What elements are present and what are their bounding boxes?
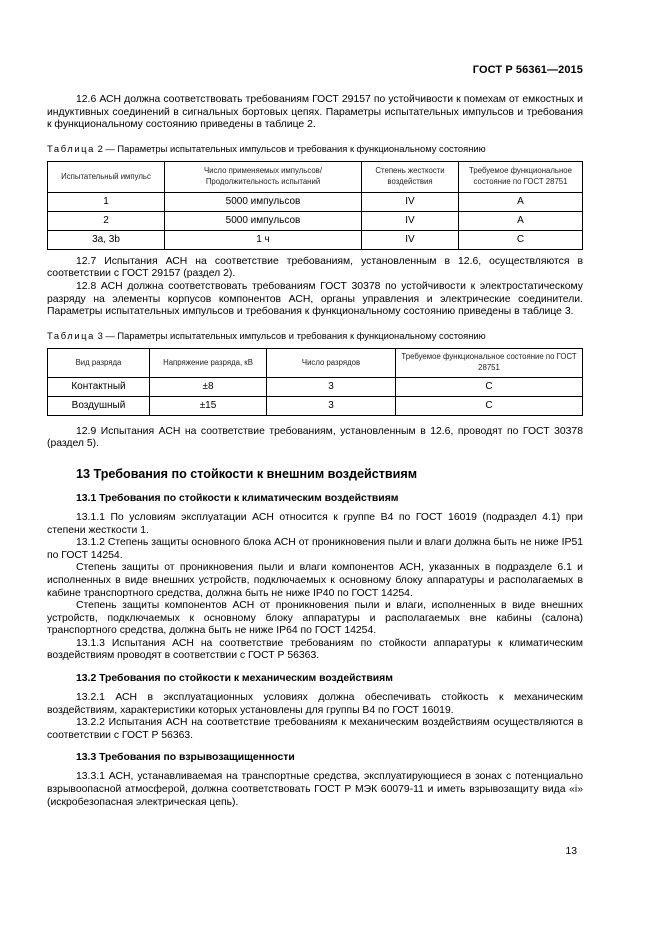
document-id-header: ГОСТ Р 56361—2015 <box>472 64 583 76</box>
table-row <box>48 211 583 230</box>
table-header-cell: Напряжение разряда, кВ <box>150 348 267 377</box>
table-cell: C <box>396 377 583 396</box>
table-cell: IV <box>362 192 459 211</box>
table-cell: IV <box>362 230 459 249</box>
table-cell: 1 ч <box>165 230 362 249</box>
table-2-label: Таблица <box>47 142 95 154</box>
table-cell: ±8 <box>150 377 267 396</box>
table-cell: C <box>459 230 583 249</box>
paragraph-13-1-2-b: Степень защиты от проникновения пыли и влаги компонентов АСН, указанных в подразделе 6.1 и исполненных в виде внешних устройств, подключаемых к основному блоку аппаратуры и располагаемых в кабине транспортного средства, должна быть не ниже IP40 по ГОСТ 14254. <box>47 562 583 599</box>
table-cell: A <box>459 211 583 230</box>
table-cell: 1 <box>48 192 165 211</box>
section-13-1-heading: 13.1 Требования по стойкости к климатическим воздействиям <box>76 492 399 504</box>
table-header-cell: Степень жесткости воздействия <box>362 161 459 192</box>
table-row <box>48 230 583 249</box>
table-header-cell: Требуемое функциональное состояние по ГОСТ 28751 <box>459 161 583 192</box>
table-2-title: 2 — Параметры испытательных импульсов и требования к функциональному состоянию <box>97 142 486 154</box>
paragraph-13-1-3: 13.1.3 Испытания АСН на соответствие требованиям по стойкости аппаратуры к климатическим воздействиям проводят в соответствии с ГОСТ Р 56363. <box>47 637 583 662</box>
table-cell: 3a, 3b <box>48 230 165 249</box>
page-number: 13 <box>565 846 577 857</box>
paragraph-13-3-1: 13.3.1 АСН, устанавливаемая на транспортные средства, эксплуатирующиеся в зонах с потенциально взрывоопасной атмосферой, должна соответствовать ГОСТ Р МЭК 60079-11 и иметь взрывозащиту вида «i» (искробезопасная электрическая цепь). <box>47 771 583 808</box>
table-header-cell: Вид разряда <box>48 348 150 377</box>
table-header-cell: Испытательный импульс <box>48 161 165 192</box>
table-cell: 3 <box>267 377 396 396</box>
section-13-heading: 13 Требования по стойкости к внешним воздействиям <box>76 466 418 481</box>
paragraph-13-1-2: 13.1.2 Степень защиты основного блока АСН от проникновения пыли и влаги должна быть не ниже IP51 по ГОСТ 14254. <box>47 537 583 561</box>
section-13-2-heading: 13.2 Требования по стойкости к механическим воздействиям <box>76 673 393 685</box>
table-cell: 5000 импульсов <box>165 211 362 230</box>
paragraph-12-9: 12.9 Испытания АСН на соответствие требованиям, установленным в 12.6, проводят по ГОСТ 30378 (раздел 5). <box>47 425 583 450</box>
table-cell: A <box>459 192 583 211</box>
section-13-3-heading: 13.3 Требования по взрывозащищенности <box>76 752 295 764</box>
table-header-cell: Требуемое функциональное состояние по ГОСТ 28751 <box>396 348 583 377</box>
table-cell: 5000 импульсов <box>165 192 362 211</box>
table-cell: C <box>396 396 583 415</box>
table-3-title: 3 — Параметры испытательных импульсов и требования к функциональному состоянию <box>97 329 486 341</box>
paragraph-13-1-1: 13.1.1 По условиям эксплуатации АСН относится к группе В4 по ГОСТ 16019 (подраздел 4.1) при степени жесткости 1. <box>47 511 583 536</box>
paragraph-13-1-2-c: Степень защиты компонентов АСН от проникновения пыли и влаги, исполненных в виде внешних устройств, подключаемых к основному блоку аппаратуры и располагаемых вне кабины (салона) транспортного средства, должна быть не ниже IP64 по ГОСТ 14254. <box>47 600 583 637</box>
table-row <box>48 377 583 396</box>
table-row <box>48 192 583 211</box>
paragraph-12-8: 12.8 АСН должна соответствовать требованиям ГОСТ 30378 по устойчивости к электростатическому разряду на элементы корпусов компонентов АСН, органы управления и электрические соединители. Параметры испытательных импульсов и требования к функциональному состоянию приведены в таблице 3. <box>47 280 583 318</box>
table-cell: 2 <box>48 211 165 230</box>
table-header-cell: Число разрядов <box>267 348 396 377</box>
table-3 <box>47 348 583 416</box>
paragraph-12-6: 12.6 АСН должна соответствовать требованиям ГОСТ 29157 по устойчивости к помехам от емкостных и индуктивных соединений в сигнальных бортовых цепях. Параметры испытательных импульсов и требования к функциональному состоянию приведены в таблице 2. <box>47 94 583 131</box>
paragraph-12-7: 12.7 Испытания АСН на соответствие требованиям, установленным в 12.6, осуществляются в соответствии с ГОСТ 29157 (раздел 2). <box>47 255 583 280</box>
page-content <box>47 94 583 809</box>
table-header-cell: Число применяемых импульсов/ Продолжительность испытаний <box>165 161 362 192</box>
table-cell: ±15 <box>150 396 267 415</box>
table-cell: Воздушный <box>48 396 150 415</box>
paragraph-13-2-2: 13.2.2 Испытания АСН на соответствие требованиям к механическим воздействиям осуществляются в соответствии с ГОСТ Р 56363. <box>47 717 583 741</box>
table-3-caption <box>47 330 583 342</box>
table-3-label: Таблица <box>47 329 95 341</box>
table-2-caption <box>47 143 583 155</box>
table-2 <box>47 161 583 250</box>
table-header-row <box>48 161 583 192</box>
table-cell: 3 <box>267 396 396 415</box>
paragraph-13-2-1: 13.2.1 АСН в эксплуатационных условиях должна обеспечивать стойкость к механическим воздействиям, характеристики которых установлены для группы В4 по ГОСТ 16019. <box>47 692 583 716</box>
table-header-row <box>48 348 583 377</box>
table-cell: Контактный <box>48 377 150 396</box>
table-cell: IV <box>362 211 459 230</box>
table-row <box>48 396 583 415</box>
